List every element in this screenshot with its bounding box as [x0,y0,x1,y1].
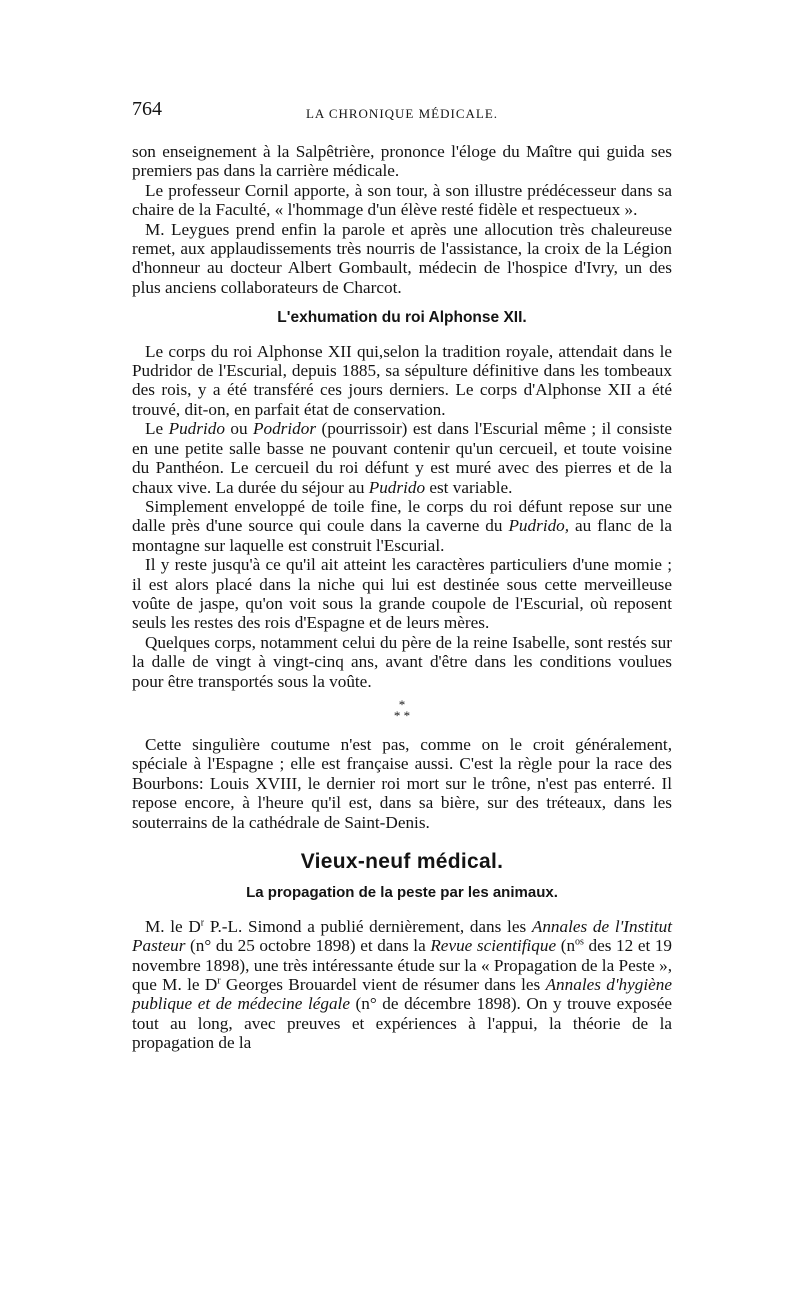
page-number: 764 [132,98,162,120]
running-title: LA CHRONIQUE MÉDICALE. [305,106,499,121]
exhumation-paragraph-6: Cette singulière coutume n'est pas, comme on le croit généralement, spéciale à l'Espagne ; elle est française aussi. C'est la règle pour la race des Bourbons: Louis XVIII, le dernier roi mort sur le trône, n'est pas enterré. Il repose encore, à l'heure qu'il est, dans sa bière, sur des tréteaux, dans les souterrains de la cathédrale de Saint-Denis. [132,734,672,832]
section-heading-vieux-neuf: Vieux-neuf médical. [300,850,504,873]
intro-paragraph-2: Le professeur Cornil apporte, à son tour, à son illustre prédécesseur dans sa chaire de la Faculté, « l'hommage d'un élève resté fidèle et respectueux ». [132,180,672,220]
intro-paragraph-1: son enseignement à la Salpêtrière, prononce l'éloge du Maître qui guida ses premiers pas dans la carrière médicale. [132,142,672,181]
exhumation-paragraph-1: Le corps du roi Alphonse XII qui,selon la tradition royale, attendait dans le Pudridor de l'Escurial, depuis 1885, sa sépulture définitive dans les tombeaux des rois, y a été transféré ces jours derniers. Le corps d'Alphonse XII a été trouvé, dit-on, en parfait état de conservation. [132,341,672,419]
exhumation-paragraph-5: Quelques corps, notamment celui du père de la reine Isabelle, sont restés sur la dalle de vingt à vingt-cinq ans, avant d'être dans les conditions voulues pour être transportés sous la voûte. [132,632,672,691]
section-heading-exhumation: L'exhumation du roi Alphonse XII. [277,309,527,327]
subheading-peste: La propagation de la peste par les animaux. [246,884,558,902]
asterism-divider: * * * [393,696,411,723]
exhumation-paragraph-3: Simplement enveloppé de toile fine, le corps du roi défunt repose sur une dalle près d'une source qui coule dans la caverne du Pudrido, au flanc de la montagne sur laquelle est construit l'Escurial. [132,496,673,555]
exhumation-paragraph-2: Le Pudrido ou Podridor (pourrissoir) est dans l'Escurial même ; il consiste en une petite salle basse ne pouvant contenir qu'un cercueil, et toute voisine du Panthéon. Le cercueil du roi défunt y est muré avec des pierres et de la chaux vive. La durée du séjour au Pudrido est variable. [132,419,672,497]
exhumation-paragraph-4: Il y reste jusqu'à ce qu'il ait atteint les caractères particuliers d'une momie ; il est alors placé dans la niche qui lui est destinée sous cette merveilleuse voûte de jaspe, qu'on voit sous la grande coupole de l'Escurial, où reposent seuls les restes des rois d'Espagne et de leurs mères. [132,555,672,633]
peste-paragraph-1: M. le $D^r$ P.-L. Simond a publié dernièrement, dans les Annales de l'Institut Pasteur (n° du 25 octobre 1898) et dans la Revue scientifique ($n^{os}$ des 12 et 19 novembre 1898), une très intéressante étude sur la « Propagation de la Peste », que M. le $D^r$ Georges Brouardel vient de résumer dans les Annales d'hygiène publique et de médecine légale (n° de décembre 1898). On y trouve exposée tout au long, avec preuves et expériences à l'appui, la théorie de la propagation de la [132,916,673,1053]
intro-paragraph-3: M. Leygues prend enfin la parole et après une allocution très chaleureuse remet, aux applaudissements très nourris de l'assistance, la croix de la Légion d'honneur au docteur Albert Gombault, médecin de l'hospice d'Ivry, un des plus anciens collaborateurs de Charcot. [132,219,672,297]
page-header [132,100,672,128]
document-page [132,100,672,1053]
